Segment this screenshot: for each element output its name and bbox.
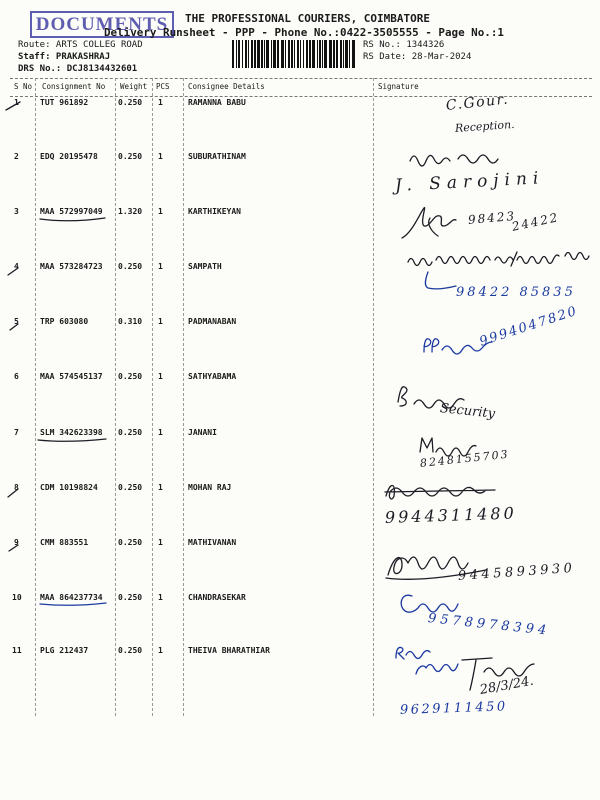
- weight: 0.250: [118, 152, 143, 161]
- barcode-bar: [266, 40, 269, 68]
- consignee-name: KARTHIKEYAN: [188, 207, 241, 216]
- rs-date: RS Date: 28-Mar-2024: [363, 52, 472, 62]
- weight: 0.250: [118, 646, 143, 655]
- company-title: THE PROFESSIONAL COURIERS, COIMBATORE: [185, 12, 431, 25]
- column-divider: [115, 78, 116, 716]
- barcode-bar: [329, 40, 332, 68]
- column-divider: [373, 78, 374, 716]
- weight: 0.310: [118, 317, 143, 326]
- weight: 0.250: [118, 262, 143, 271]
- barcode-bar: [291, 40, 293, 68]
- barcode-bar: [319, 40, 321, 68]
- barcode-bar: [248, 40, 249, 68]
- barcode-bar: [297, 40, 299, 68]
- handwritten-phone: 9994047820: [477, 303, 581, 350]
- serial-number: 1: [14, 98, 19, 107]
- barcode-bar: [242, 40, 243, 68]
- pieces: 1: [158, 152, 163, 161]
- consignment-number: CDM 10198824: [40, 483, 98, 492]
- consignee-name: MOHAN RAJ: [188, 483, 232, 492]
- barcode-bar: [277, 40, 279, 68]
- handwritten-phone: 24422: [510, 210, 561, 234]
- barcode-bar: [306, 40, 308, 68]
- handwritten-note: C.Gour.: [445, 91, 510, 114]
- pieces: 1: [158, 538, 163, 547]
- barcode: [232, 40, 357, 68]
- serial-number: 7: [14, 428, 19, 437]
- handwritten-phone: 98422 85835: [456, 285, 576, 300]
- barcode-bar: [317, 40, 318, 68]
- barcode-bar: [333, 40, 335, 68]
- consignee-name: PADMANABAN: [188, 317, 237, 326]
- column-header-consignee: Consignee Details: [188, 82, 265, 91]
- consignee-name: SATHYABAMA: [188, 372, 237, 381]
- pieces: 1: [158, 207, 163, 216]
- barcode-bar: [257, 40, 260, 68]
- runsheet-subtitle: Delivery Runsheet - PPP - Phone No.:0422-3505555 - Page No.:1: [104, 26, 504, 39]
- barcode-bar: [340, 40, 342, 68]
- barcode-bar: [309, 40, 311, 68]
- barcode-bar: [264, 40, 265, 68]
- barcode-bar: [285, 40, 286, 68]
- barcode-bar: [336, 40, 338, 68]
- consignment-number: MAA 573284723: [40, 262, 103, 271]
- barcode-bar: [271, 40, 272, 68]
- pieces: 1: [158, 593, 163, 602]
- barcode-bar: [352, 40, 355, 68]
- serial-number: 3: [14, 207, 19, 216]
- table-row: [0, 153, 600, 165]
- weight: 0.250: [118, 428, 143, 437]
- barcode-bar: [343, 40, 344, 68]
- serial-number: 10: [12, 593, 22, 602]
- barcode-bar: [251, 40, 253, 68]
- column-header-pcs: PCS: [156, 82, 170, 91]
- serial-number: 4: [14, 262, 19, 271]
- consignment-number: EDQ 20195478: [40, 152, 98, 161]
- handwritten-phone: 9578978394: [427, 611, 551, 639]
- serial-number: 2: [14, 152, 19, 161]
- barcode-bar: [232, 40, 234, 68]
- rs-number: RS No.: 1344326: [363, 40, 445, 50]
- table-row: [0, 99, 600, 111]
- barcode-bar: [300, 40, 301, 68]
- consignment-number: SLM 342623398: [40, 428, 103, 437]
- barcode-bar: [324, 40, 327, 68]
- barcode-bar: [261, 40, 263, 68]
- column-divider: [35, 78, 36, 716]
- consignee-name: THEIVA BHARATHIAR: [188, 646, 270, 655]
- barcode-bar: [294, 40, 295, 68]
- pieces: 1: [158, 483, 163, 492]
- weight: 1.320: [118, 207, 143, 216]
- barcode-bar: [281, 40, 284, 68]
- pieces: 1: [158, 646, 163, 655]
- serial-number: 8: [14, 483, 19, 492]
- barcode-bar: [312, 40, 315, 68]
- consignee-name: CHANDRASEKAR: [188, 593, 246, 602]
- staff-label: Staff: PRAKASHRAJ: [18, 52, 111, 62]
- barcode-bar: [245, 40, 247, 68]
- serial-number: 6: [14, 372, 19, 381]
- serial-number: 9: [14, 538, 19, 547]
- consignment-number: MAA 574545137: [40, 372, 103, 381]
- consignee-name: RAMANNA BABU: [188, 98, 246, 107]
- handwritten-phone: 8248155703: [419, 447, 511, 470]
- consignment-number: PLG 212437: [40, 646, 89, 655]
- consignee-name: MATHIVANAN: [188, 538, 237, 547]
- barcode-bar: [345, 40, 348, 68]
- table-top-border: [10, 78, 592, 79]
- handwritten-note: Security: [439, 401, 496, 422]
- table-row: [0, 647, 600, 659]
- pieces: 1: [158, 428, 163, 437]
- serial-number: 5: [14, 317, 19, 326]
- table-row: [0, 373, 600, 385]
- documents-stamp: DOCUMENTS: [30, 11, 174, 38]
- consignee-name: SUBURATHINAM: [188, 152, 246, 161]
- serial-number: 11: [12, 646, 22, 655]
- column-header-consignment: Consignment No: [42, 82, 106, 91]
- consignee-name: JANANI: [188, 428, 217, 437]
- consignment-number: CMM 883551: [40, 538, 89, 547]
- weight: 0.250: [118, 538, 143, 547]
- column-header-signature: Signature: [378, 82, 419, 91]
- table-row: [0, 263, 600, 275]
- pieces: 1: [158, 262, 163, 271]
- handwritten-note: J. Sarojini: [394, 168, 545, 196]
- pieces: 1: [158, 372, 163, 381]
- handwritten-phone: 9944311480: [384, 503, 518, 527]
- consignment-number: MAA 864237734: [40, 593, 103, 602]
- barcode-bar: [254, 40, 256, 68]
- consignment-number: TUT 961892: [40, 98, 89, 107]
- handwritten-phone: 9445893930: [457, 560, 576, 584]
- weight: 0.250: [118, 98, 143, 107]
- table-row: [0, 594, 600, 606]
- handwritten-phone: 9629111450: [399, 699, 508, 718]
- column-header-sno: S No: [14, 82, 33, 91]
- column-header-weight: Weight: [120, 82, 148, 91]
- handwritten-note: Reception.: [454, 117, 515, 135]
- handwritten-date: 28/3/24.: [478, 673, 535, 698]
- handwritten-signature: [416, 664, 458, 674]
- consignee-name: SAMPATH: [188, 262, 222, 271]
- consignment-number: TRP 603080: [40, 317, 89, 326]
- barcode-bar: [322, 40, 323, 68]
- pieces: 1: [158, 317, 163, 326]
- barcode-bar: [238, 40, 240, 68]
- table-row: [0, 484, 600, 496]
- consignment-number: MAA 572997049: [40, 207, 103, 216]
- column-divider: [183, 78, 184, 716]
- weight: 0.250: [118, 593, 143, 602]
- weight: 0.250: [118, 372, 143, 381]
- barcode-bar: [349, 40, 350, 68]
- weight: 0.250: [118, 483, 143, 492]
- handwritten-phone: 98423: [467, 208, 517, 227]
- table-row: [0, 539, 600, 551]
- drs-number: DRS No.: DCJ8134432601: [18, 64, 138, 74]
- barcode-bar: [273, 40, 276, 68]
- pieces: 1: [158, 98, 163, 107]
- route-label: Route: ARTS COLLEG ROAD: [18, 40, 143, 50]
- barcode-bar: [288, 40, 290, 68]
- barcode-bar: [236, 40, 237, 68]
- column-divider: [152, 78, 153, 716]
- table-row: [0, 429, 600, 441]
- barcode-bar: [303, 40, 304, 68]
